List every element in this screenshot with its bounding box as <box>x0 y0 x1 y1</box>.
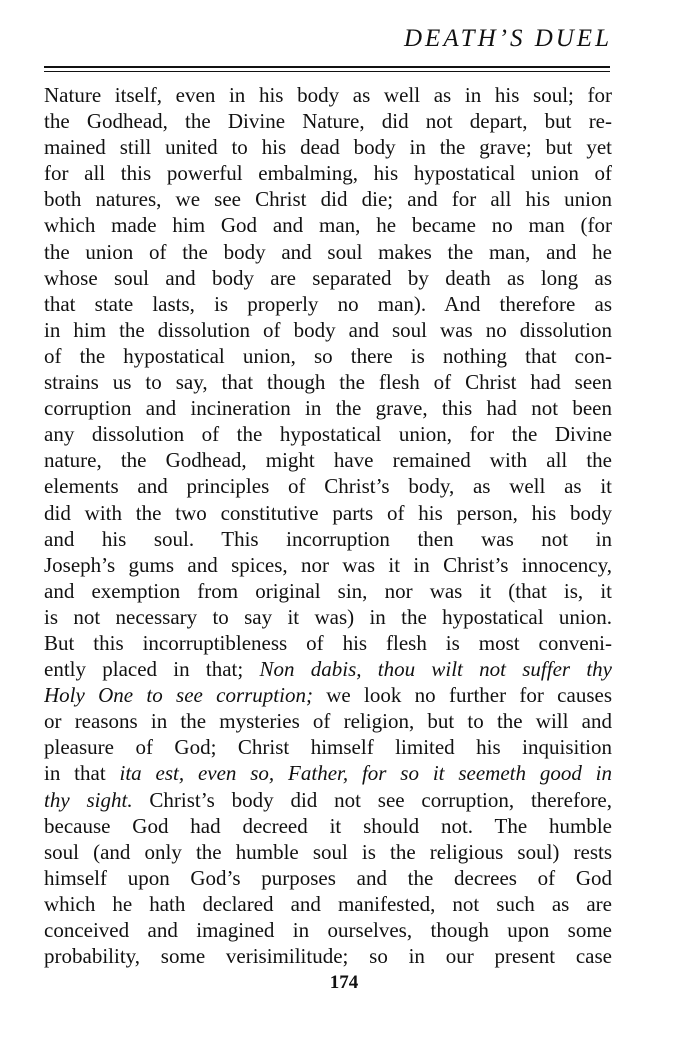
text-line: both natures, we see Christ did die; and for all his union <box>44 187 612 212</box>
text-line: for all this powerful embalming, his hypostatical union of <box>44 161 612 186</box>
text-roman: ently placed in that; <box>44 657 260 682</box>
latin-quotation: Non dabis, thou wilt not suffer thy <box>259 657 612 682</box>
text-line-mixed <box>44 787 612 813</box>
text-line: soul (and only the humble soul is the religious soul) rests <box>44 839 612 864</box>
text-line: and exemption from original sin, nor was it (that is, it <box>44 578 612 603</box>
text-line: whose soul and body are separated by death as long as <box>44 265 612 290</box>
text-line-mixed <box>44 682 612 708</box>
text-line: Joseph’s gums and spices, nor was it in Christ’s innocency, <box>44 552 612 577</box>
text-line: in him the dissolution of body and soul was no dissolution <box>44 317 612 342</box>
page-number: 174 <box>329 972 359 993</box>
header-rule-thick <box>44 66 610 68</box>
text-line: But this incorruptibleness of his flesh is most conveni- <box>44 630 612 655</box>
text-line-mixed <box>44 656 612 682</box>
text-line: conceived and imagined in ourselves, though upon some <box>44 918 612 942</box>
scripture-quotation: Holy One to see corruption; <box>44 683 313 708</box>
text-line: and his soul. This incorruption then was not in <box>44 526 612 551</box>
text-roman: in that <box>44 761 120 786</box>
body-text <box>44 82 612 969</box>
scripture-quotation: thy sight. <box>44 787 133 812</box>
text-line: that state lasts, is properly no man). And therefore as <box>44 291 612 316</box>
text-line-mixed <box>44 760 612 786</box>
text-line: strains us to say, that though the flesh of Christ had seen <box>44 370 612 395</box>
text-roman: we look no further for causes <box>312 683 612 708</box>
text-line: any dissolution of the hypostatical union, for the Divine <box>44 422 612 447</box>
text-line: corruption and incineration in the grave, this had not been <box>44 396 612 421</box>
text-line: Nature itself, even in his body as well as in his soul; for <box>44 83 612 107</box>
text-roman: Christ’s body did not see corruption, therefore, <box>132 787 612 812</box>
header-rule-thin <box>44 71 610 72</box>
text-line: probability, some verisimilitude; so in our present case <box>44 944 612 969</box>
text-line: which made him God and man, he became no man (for <box>44 213 612 238</box>
text-line: pleasure of God; Christ himself limited his inquisition <box>44 735 612 760</box>
latin-quotation: ita est, even so, Father, for so it seemeth good in <box>119 761 612 786</box>
text-line: because God had decreed it should not. The humble <box>44 813 612 838</box>
text-line: elements and principles of Christ’s body, as well as it <box>44 474 612 499</box>
text-line: himself upon God’s purposes and the decrees of God <box>44 865 612 890</box>
text-line: mained still united to his dead body in the grave; but yet <box>44 135 612 160</box>
running-head: DEATH’S DUEL <box>404 25 612 52</box>
text-line: is not necessary to say it was) in the hypostatical union. <box>44 604 612 629</box>
text-line: did with the two constitutive parts of his person, his body <box>44 500 612 525</box>
text-line: or reasons in the mysteries of religion, but to the will and <box>44 709 612 734</box>
text-line: which he hath declared and manifested, not such as are <box>44 891 612 916</box>
text-line: of the hypostatical union, so there is nothing that con- <box>44 343 612 368</box>
text-line: the Godhead, the Divine Nature, did not depart, but re- <box>44 109 612 134</box>
text-line: the union of the body and soul makes the man, and he <box>44 239 612 264</box>
text-line: nature, the Godhead, might have remained with all the <box>44 448 612 473</box>
